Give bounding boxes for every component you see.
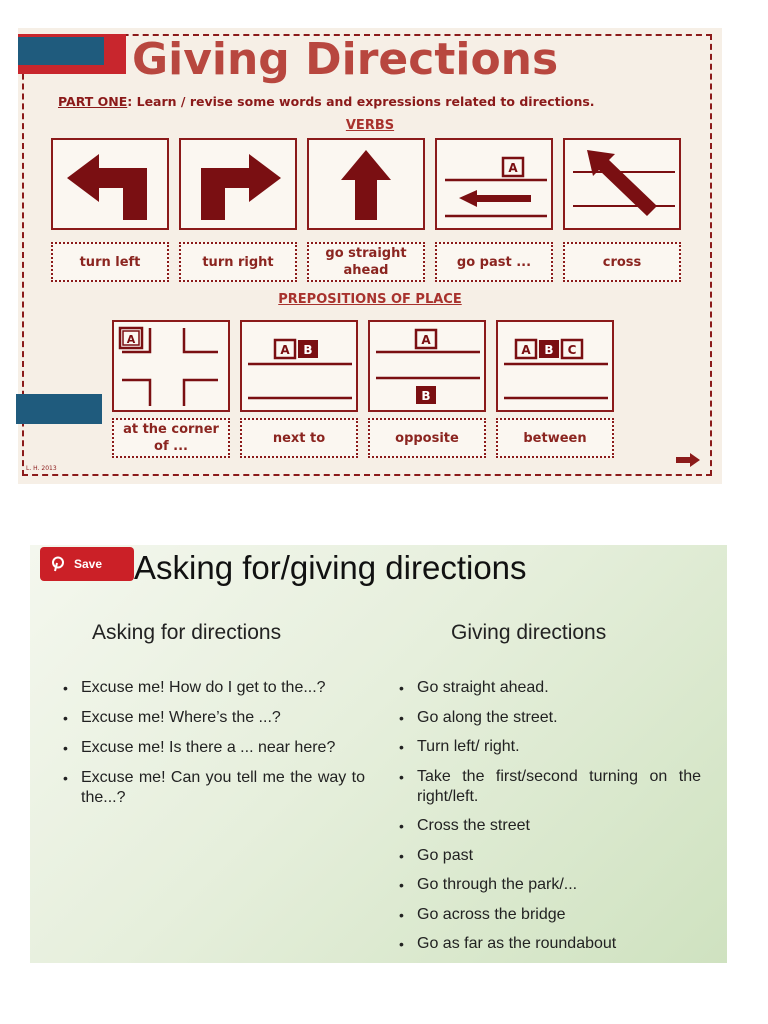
asking-giving-directions-slide (30, 545, 727, 963)
list-item: • Go straight ahead. (399, 678, 701, 698)
preposition-label: at the corner of ... (112, 418, 230, 458)
letter-c-label: C (567, 343, 577, 357)
between-box (496, 320, 614, 412)
next-to-icon (242, 322, 356, 410)
list-item: • Excuse me! Where’s the ...? (63, 708, 365, 728)
giving-directions-worksheet (18, 28, 722, 484)
pinterest-save-button[interactable] (40, 547, 134, 581)
blue-redaction-box (18, 37, 104, 65)
verb-label: go straight ahead (307, 242, 425, 282)
between-icon (498, 322, 612, 410)
pinterest-icon (50, 556, 66, 572)
letter-a-label: A (280, 343, 290, 357)
slide-title: Asking for/giving directions (134, 549, 527, 586)
list-item: • Take the first/second turning on the right/left. (399, 767, 701, 807)
letter-b-label: B (421, 389, 431, 403)
list-item: • Excuse me! Can you tell me the way to the...? (63, 768, 365, 808)
list-item: • Go along the street. (399, 708, 701, 728)
preposition-label: between (496, 418, 614, 458)
turn-right-box (179, 138, 297, 230)
asking-heading: Asking for directions (92, 621, 282, 644)
go-past-box (435, 138, 553, 230)
list-item: • Go as far as the roundabout (399, 934, 701, 954)
cross-box (563, 138, 681, 230)
letter-b-label: B (544, 343, 554, 357)
letter-a-label: A (521, 343, 531, 357)
author-signature: L. H. 2013 (26, 465, 57, 472)
list-item: • Cross the street (399, 816, 701, 836)
list-item: • Excuse me! How do I get to the...? (63, 678, 365, 698)
part-one-instruction (58, 94, 595, 109)
letter-a-label: A (421, 333, 431, 347)
corner-icon (114, 322, 228, 410)
go-straight-box (307, 138, 425, 230)
giving-list (399, 678, 701, 964)
list-item: • Turn left/ right. (399, 737, 701, 757)
verb-label: go past ... (435, 242, 553, 282)
list-item: • Excuse me! Is there a ... near here? (63, 738, 365, 758)
letter-b-label: B (303, 343, 313, 357)
giving-heading: Giving directions (451, 621, 607, 644)
turn-left-box (51, 138, 169, 230)
next-to-box (240, 320, 358, 412)
save-label: Save (74, 557, 103, 571)
blue-redaction-box (16, 394, 102, 424)
turn-right-arrow-icon (181, 140, 295, 228)
straight-up-arrow-icon (309, 140, 423, 228)
letter-a-label: A (126, 333, 136, 346)
verb-label: turn right (179, 242, 297, 282)
asking-list (63, 678, 365, 818)
verbs-heading: VERBS (345, 118, 395, 133)
turn-left-arrow-icon (53, 140, 167, 228)
corner-box (112, 320, 230, 412)
part-one-text: : Learn / revise some words and expressions related to directions. (127, 94, 595, 109)
list-item: • Go across the bridge (399, 905, 701, 925)
letter-a-label: A (508, 161, 518, 175)
opposite-box (368, 320, 486, 412)
opposite-icon (370, 322, 484, 410)
verb-label: cross (563, 242, 681, 282)
next-page-arrow-icon[interactable] (674, 452, 702, 468)
prepositions-heading: PREPOSITIONS OF PLACE (278, 292, 462, 307)
worksheet-title: Giving Directions (132, 34, 559, 85)
list-item: • Go past (399, 846, 701, 866)
preposition-label: next to (240, 418, 358, 458)
list-item: • Go through the park/... (399, 875, 701, 895)
preposition-label: opposite (368, 418, 486, 458)
part-one-label: PART ONE (58, 94, 128, 109)
verb-label: turn left (51, 242, 169, 282)
cross-arrow-icon (565, 140, 679, 228)
go-past-icon (437, 140, 551, 228)
